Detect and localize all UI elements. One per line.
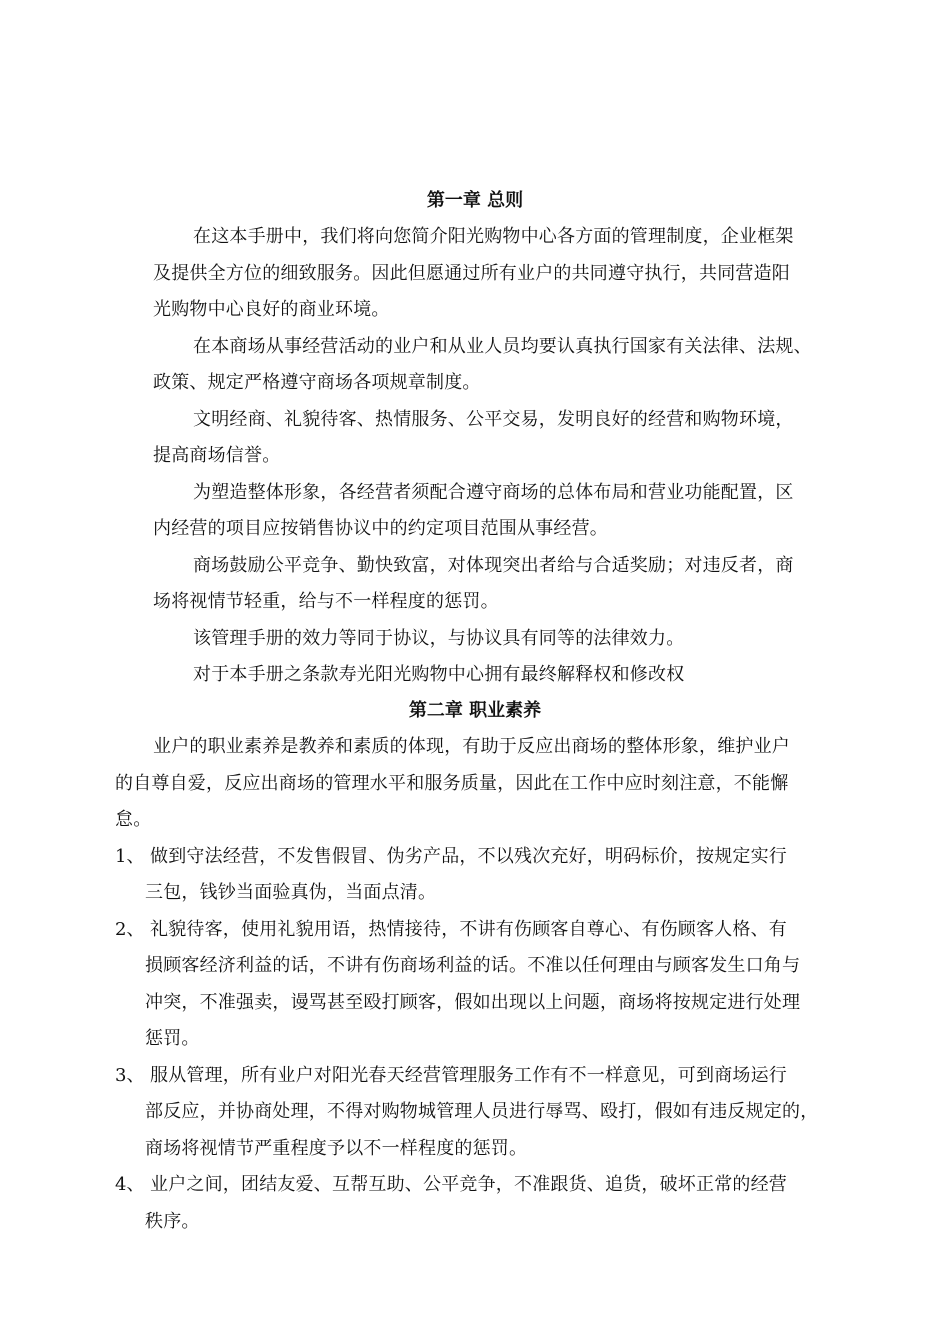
list-item-text: 服从管理，所有业户对阳光春天经营管理服务工作有不一样意见，可到商场运行 <box>150 1065 787 1086</box>
chapter-1-p2-line-1: 在本商场从事经营活动的业户和从业人员均要认真执行国家有关法律、法规、 <box>193 336 812 357</box>
chapter-1-p4-line-2: 内经营的项目应按销售协议中的约定项目范围从事经营。 <box>153 518 608 539</box>
chapter-1-p5-line-1: 商场鼓励公平竞争、勤快致富，对体现突出者给与合适奖励；对违反者，商 <box>193 555 794 576</box>
chapter-1-p3-line-1: 文明经商、礼貌待客、热情服务、公平交易，发明良好的经营和购物环境， <box>193 409 794 430</box>
list-item-text: 业户之间，团结友爱、互帮互助、公平竞争，不准跟货、追货，破坏正常的经营 <box>150 1174 787 1195</box>
list-item-number: 2、 <box>115 919 145 940</box>
chapter-1-p1-line-2: 及提供全方位的细致服务。因此但愿通过所有业户的共同遵守执行，共同营造阳 <box>153 263 790 284</box>
list-item-number: 4、 <box>115 1174 145 1195</box>
list-item-text: 礼貌待客，使用礼貌用语，热情接待，不讲有伤顾客自尊心、有伤顾客人格、有 <box>150 919 787 940</box>
list-item-text: 商场将视情节严重程度予以不一样程度的惩罚。 <box>145 1138 528 1159</box>
chapter-2-title: 第二章 职业素养 <box>408 700 542 721</box>
list-item-text: 做到守法经营，不发售假冒、伪劣产品，不以残次充好，明码标价，按规定实行 <box>150 846 787 867</box>
chapter-1-p1-line-1: 在这本手册中，我们将向您简介阳光购物中心各方面的管理制度，企业框架 <box>193 226 794 247</box>
chapter-1-p6: 该管理手册的效力等同于协议，与协议具有同等的法律效力。 <box>193 628 685 649</box>
list-item-text: 损顾客经济利益的话，不讲有伤商场利益的话。不准以任何理由与顾客发生口角与 <box>145 955 801 976</box>
list-item-text: 冲突，不准强卖，谩骂甚至殴打顾客，假如出现以上问题，商场将按规定进行处理 <box>145 992 801 1013</box>
list-item-text: 三包，钱钞当面验真伪，当面点清。 <box>145 882 437 903</box>
chapter-1-title: 第一章 总则 <box>426 190 524 211</box>
chapter-2-intro-line-1: 业户的职业素养是教养和素质的体现，有助于反应出商场的整体形象，维护业户 <box>153 736 790 757</box>
chapter-1-p2-line-2: 政策、规定严格遵守商场各项规章制度。 <box>153 372 481 393</box>
chapter-2-intro-line-3: 怠。 <box>115 809 152 830</box>
chapter-1-p4-line-1: 为塑造整体形象，各经营者须配合遵守商场的总体布局和营业功能配置，区 <box>193 482 794 503</box>
chapter-2-intro-line-2: 的自尊自爱，反应出商场的管理水平和服务质量，因此在工作中应时刻注意，不能懈 <box>115 773 789 794</box>
list-item-number: 3、 <box>115 1065 145 1086</box>
chapter-1-p7: 对于本手册之条款寿光阳光购物中心拥有最终解释权和修改权 <box>193 664 685 685</box>
list-item-text: 秩序。 <box>145 1211 200 1232</box>
chapter-1-p3-line-2: 提高商场信誉。 <box>153 445 281 466</box>
list-item-number: 1、 <box>115 846 145 867</box>
chapter-1-p5-line-2: 场将视情节轻重，给与不一样程度的惩罚。 <box>153 591 499 612</box>
chapter-1-p1-line-3: 光购物中心良好的商业环境。 <box>153 299 390 320</box>
list-item-text: 部反应，并协商处理，不得对购物城管理人员进行辱骂、殴打，假如有违反规定的， <box>145 1101 819 1122</box>
list-item-text: 惩罚。 <box>145 1028 200 1049</box>
